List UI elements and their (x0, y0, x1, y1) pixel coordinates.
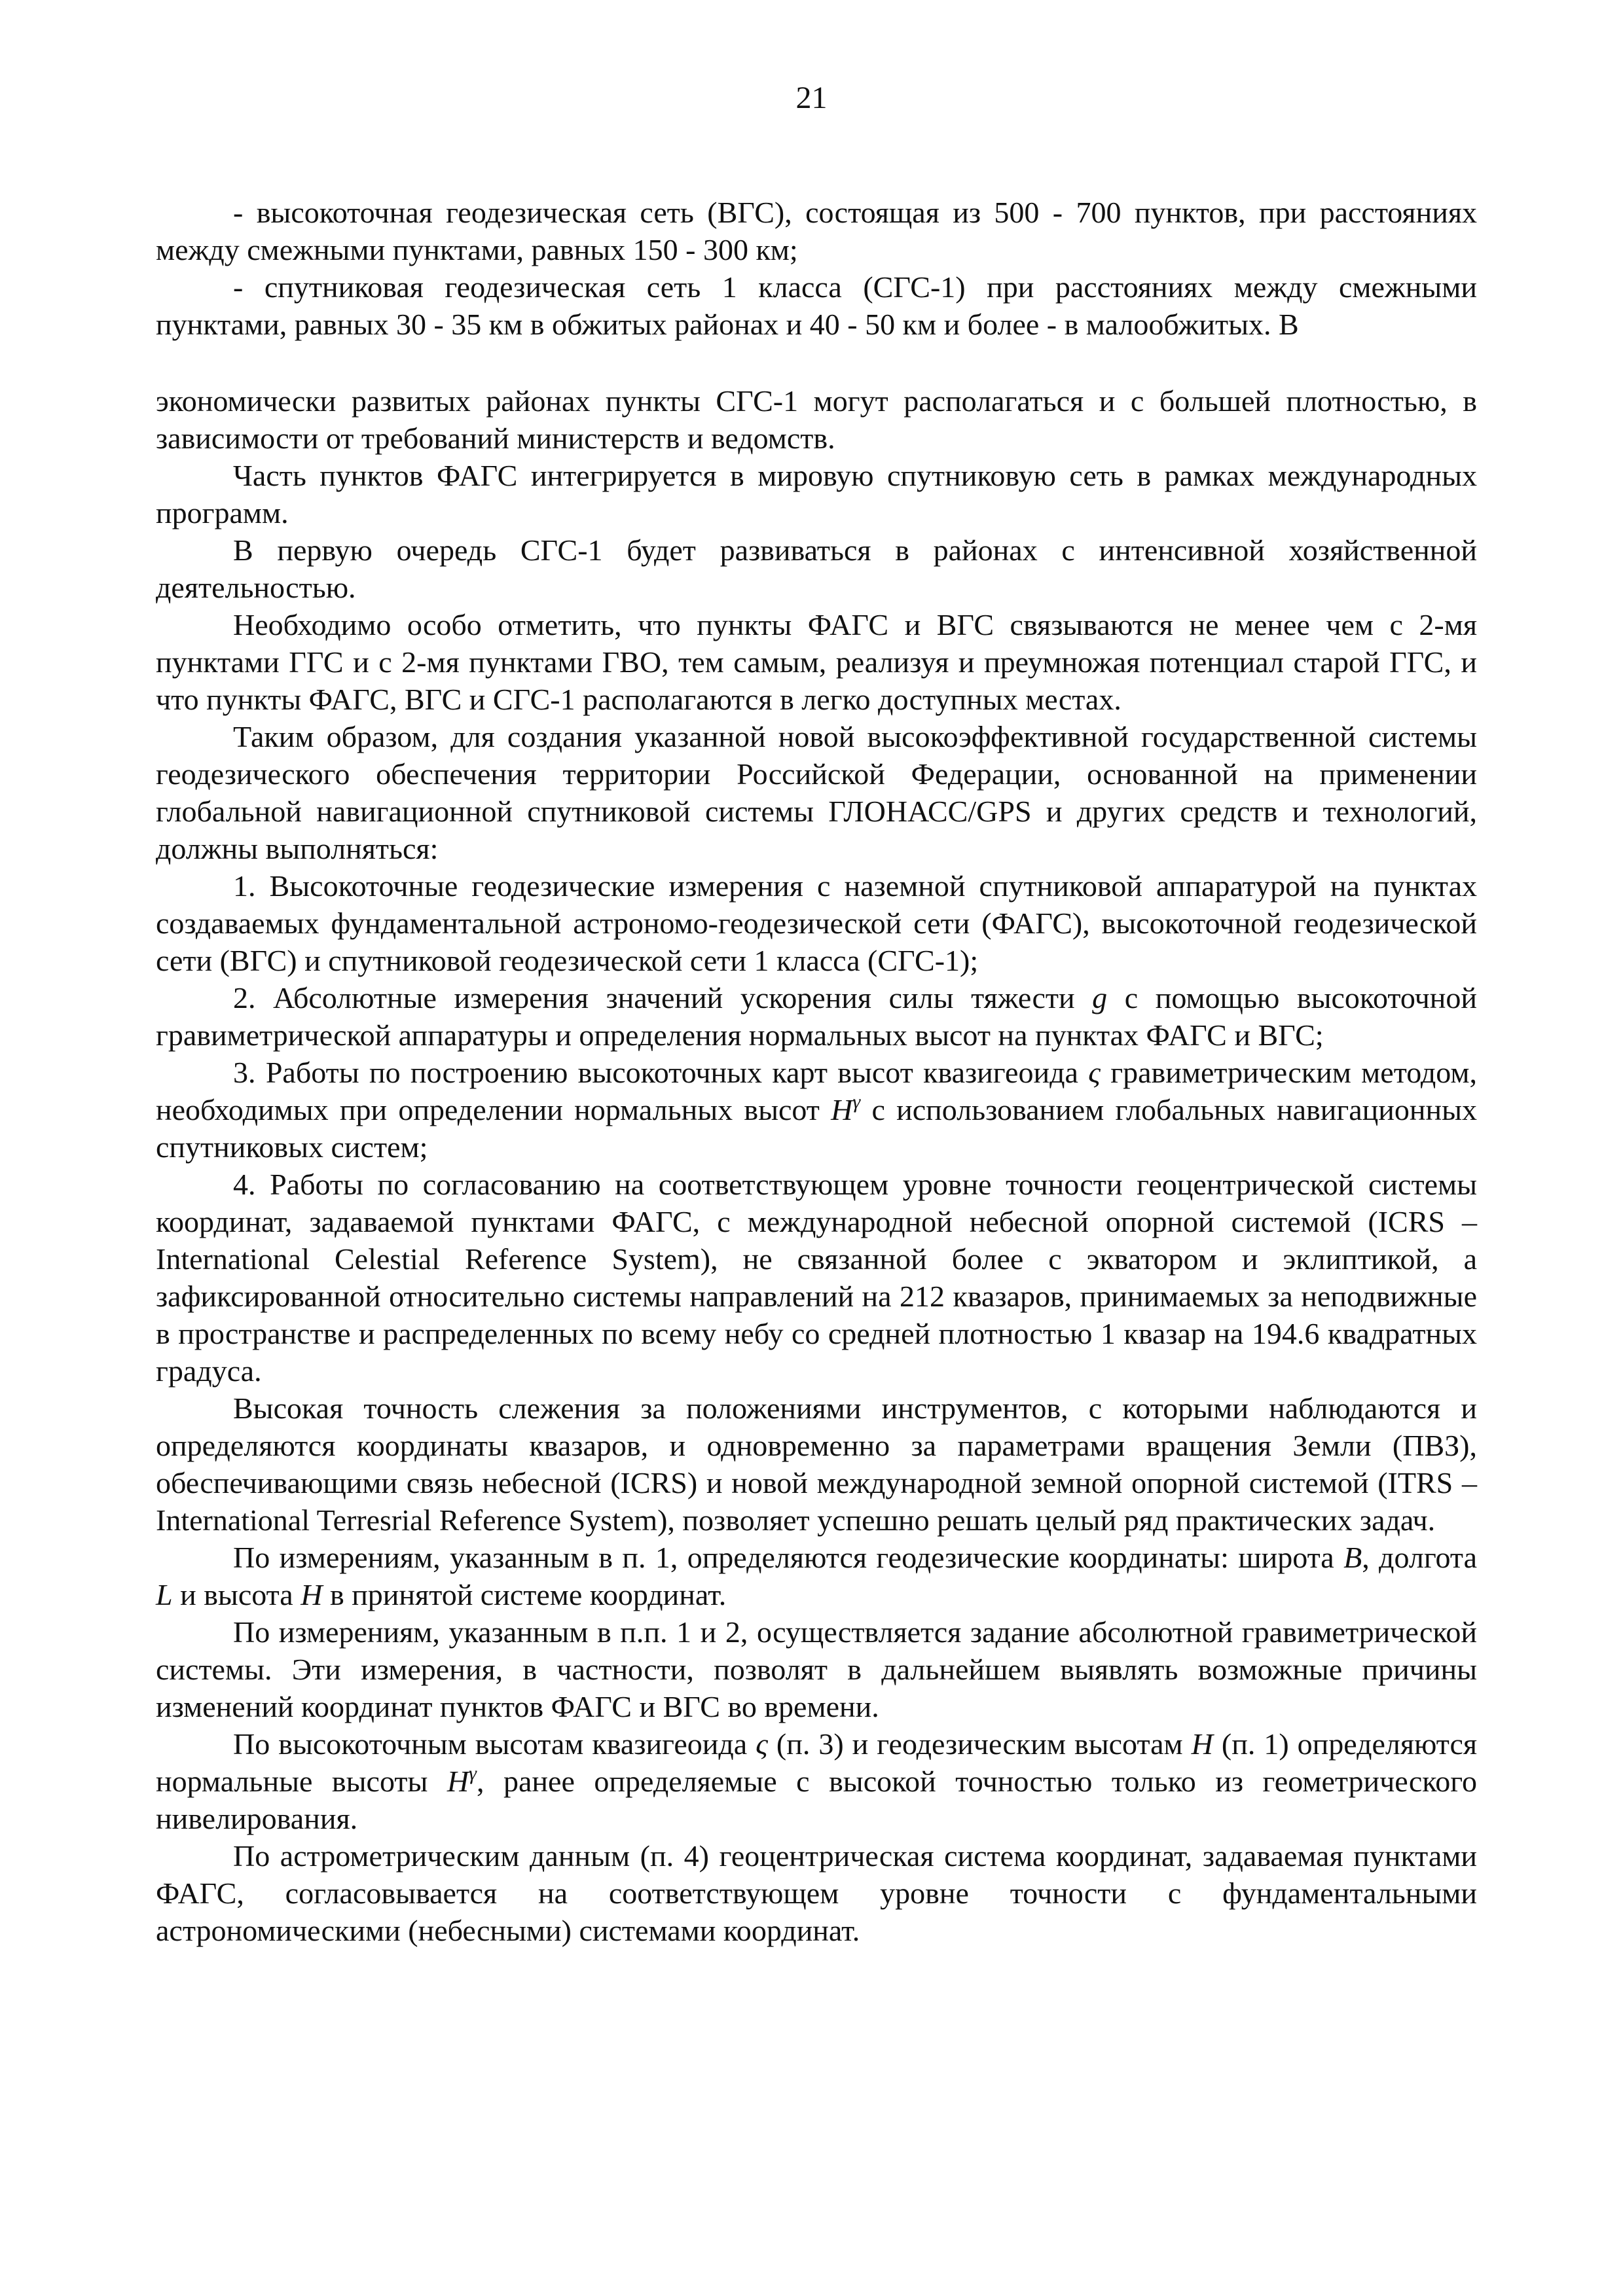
paragraph-sgs1-priority: В первую очередь СГС-1 будет развиваться в районах с интенсивной хозяйственной деятельностью. (156, 533, 1477, 604)
normal-heights-text-c: (п. 1) определяются нормальные высоты (156, 1727, 1478, 1798)
text-block-main (156, 382, 1477, 1949)
geodetic-coords-text-d: в принятой системе координат. (329, 1578, 727, 1611)
normal-heights-text-b: (п. 3) и геодезическим высотам (776, 1727, 1183, 1761)
list-item-3-text-b: гравиметрическим методом, необходимых при определении нормальных высот (156, 1056, 1478, 1126)
normal-heights-text-a: По высокоточным высотам квазигеоида (233, 1727, 748, 1761)
list-item-3-text-c: с использованием глобальных навигационных спутниковых систем; (156, 1093, 1477, 1164)
paragraph-fags-integration: Часть пунктов ФАГС интегрируется в мировую спутниковую сеть в рамках международных программ. (156, 459, 1477, 529)
geodetic-coords-text-b: , долгота (1362, 1541, 1478, 1574)
height-symbol: H (301, 1578, 323, 1611)
list-item-3-text-a: 3. Работы по построению высокоточных карт высот квазигеоида (233, 1056, 1078, 1089)
list-item-3 (156, 1054, 1477, 1166)
paragraph-astrometric: По астрометрическим данным (п. 4) геоцентрическая система координат, задаваемая пунктами ФАГС, согласовывается на соответствующем уровне точности с фундаментальными астрономическими (небесными) системами координат. (156, 1839, 1477, 1947)
quasigeoid-symbol: ς (1088, 1056, 1101, 1089)
paragraph-economic: экономически развитых районах пункты СГС-1 могут располагаться и с большей плотностью, в зависимости от требований министерств и ведомств. (156, 384, 1477, 455)
longitude-symbol: L (156, 1578, 173, 1611)
text-block-top (156, 194, 1477, 343)
normal-heights-text-d: , ранее определяемые с высокой точностью только из геометрического нивелирования. (156, 1765, 1478, 1835)
paragraph-gravimetric-system: По измерениям, указанным в п.п. 1 и 2, осуществляется задание абсолютной гравиметрической системы. Эти измерения, в частности, позволят в дальнейшем выявлять возможные причины изменений координат пунктов ФАГС и ВГС во времени. (156, 1615, 1477, 1723)
list-item-2-text-b: с помощью высокоточной гравиметрической аппаратуры и определения нормальных высот на пунктах ФАГС и ВГС; (156, 981, 1478, 1052)
paragraph-thus: Таким образом, для создания указанной новой высокоэффективной государственной системы геодезического обеспечения территории Российской Федерации, основанной на применении глобальной навигационной спутниковой системы ГЛОНАСС/GPS и других средств и технологий, должны выполняться: (156, 720, 1477, 865)
quasigeoid-symbol-2: ς (756, 1727, 768, 1761)
list-item-1: 1. Высокоточные геодезические измерения с наземной спутниковой аппаратурой на пунктах создаваемых фундаментальной астрономо-геодезической сети (ФАГС), высокоточной геодезической сети (ВГС) и спутниковой геодезической сети 1 класса (СГС-1); (156, 869, 1477, 977)
list-item-4: 4. Работы по согласованию на соответствующем уровне точности геоцентрической системы координат, задаваемой пунктами ФАГС, с международной небесной опорной системой (ICRS – International Celestial Reference System), не связанной более с экватором и эклиптикой, а зафиксированной относительно системы направлений на 212 квазаров, принимаемых за неподвижные в пространстве и распределенных по всему небу со средней плотностью 1 квазар на 194.6 квадратных градуса. (156, 1168, 1477, 1388)
gravity-symbol: g (1092, 981, 1108, 1014)
normal-height-superscript: γ (852, 1091, 861, 1113)
paragraph-high-accuracy: Высокая точность слежения за положениями инструментов, с которыми наблюдаются и определяются координаты квазаров, и одновременно за параметрами вращения Земли (ПВЗ), обеспечивающими связь небесной (ICRS) и новой международной земной опорной системой (ITRS – International Terresrial Reference System), позволяет успешно решать целый ряд практических задач. (156, 1391, 1477, 1537)
list-item-2 (156, 979, 1477, 1054)
normal-height-superscript-2: γ (469, 1763, 477, 1784)
latitude-symbol: B (1343, 1541, 1362, 1574)
paragraph-geodetic-coords (156, 1539, 1477, 1613)
geodetic-coords-text-c: и высота (180, 1578, 293, 1611)
normal-height-symbol-2: H (447, 1765, 469, 1798)
paragraph-normal-heights (156, 1725, 1477, 1837)
geodetic-coords-text-a: По измерениям, указанным в п. 1, определяются геодезические координаты: широта (233, 1541, 1334, 1574)
geodetic-height-symbol: H (1191, 1727, 1213, 1761)
page-number: 21 (795, 81, 828, 115)
paragraph-sgs1: - спутниковая геодезическая сеть 1 класса (СГС-1) при расстояниях между смежными пунктами, равных 30 - 35 км в обжитых районах и 40 - 50 км и более - в малообжитых. В (156, 270, 1477, 341)
list-item-2-text-a: 2. Абсолютные измерения значений ускорения силы тяжести (233, 981, 1075, 1014)
paragraph-linking: Необходимо особо отметить, что пункты ФАГС и ВГС связываются не менее чем с 2-мя пунктами ГГС и с 2-мя пунктами ГВО, тем самым, реализуя и преумножая потенциал старой ГГС, и что пункты ФАГС, ВГС и СГС-1 располагаются в легко доступных местах. (156, 608, 1477, 716)
paragraph-vgs: - высокоточная геодезическая сеть (ВГС), состоящая из 500 - 700 пунктов, при расстояниях между смежными пунктами, равных 150 - 300 км; (156, 196, 1477, 266)
normal-height-symbol: H (831, 1093, 853, 1126)
